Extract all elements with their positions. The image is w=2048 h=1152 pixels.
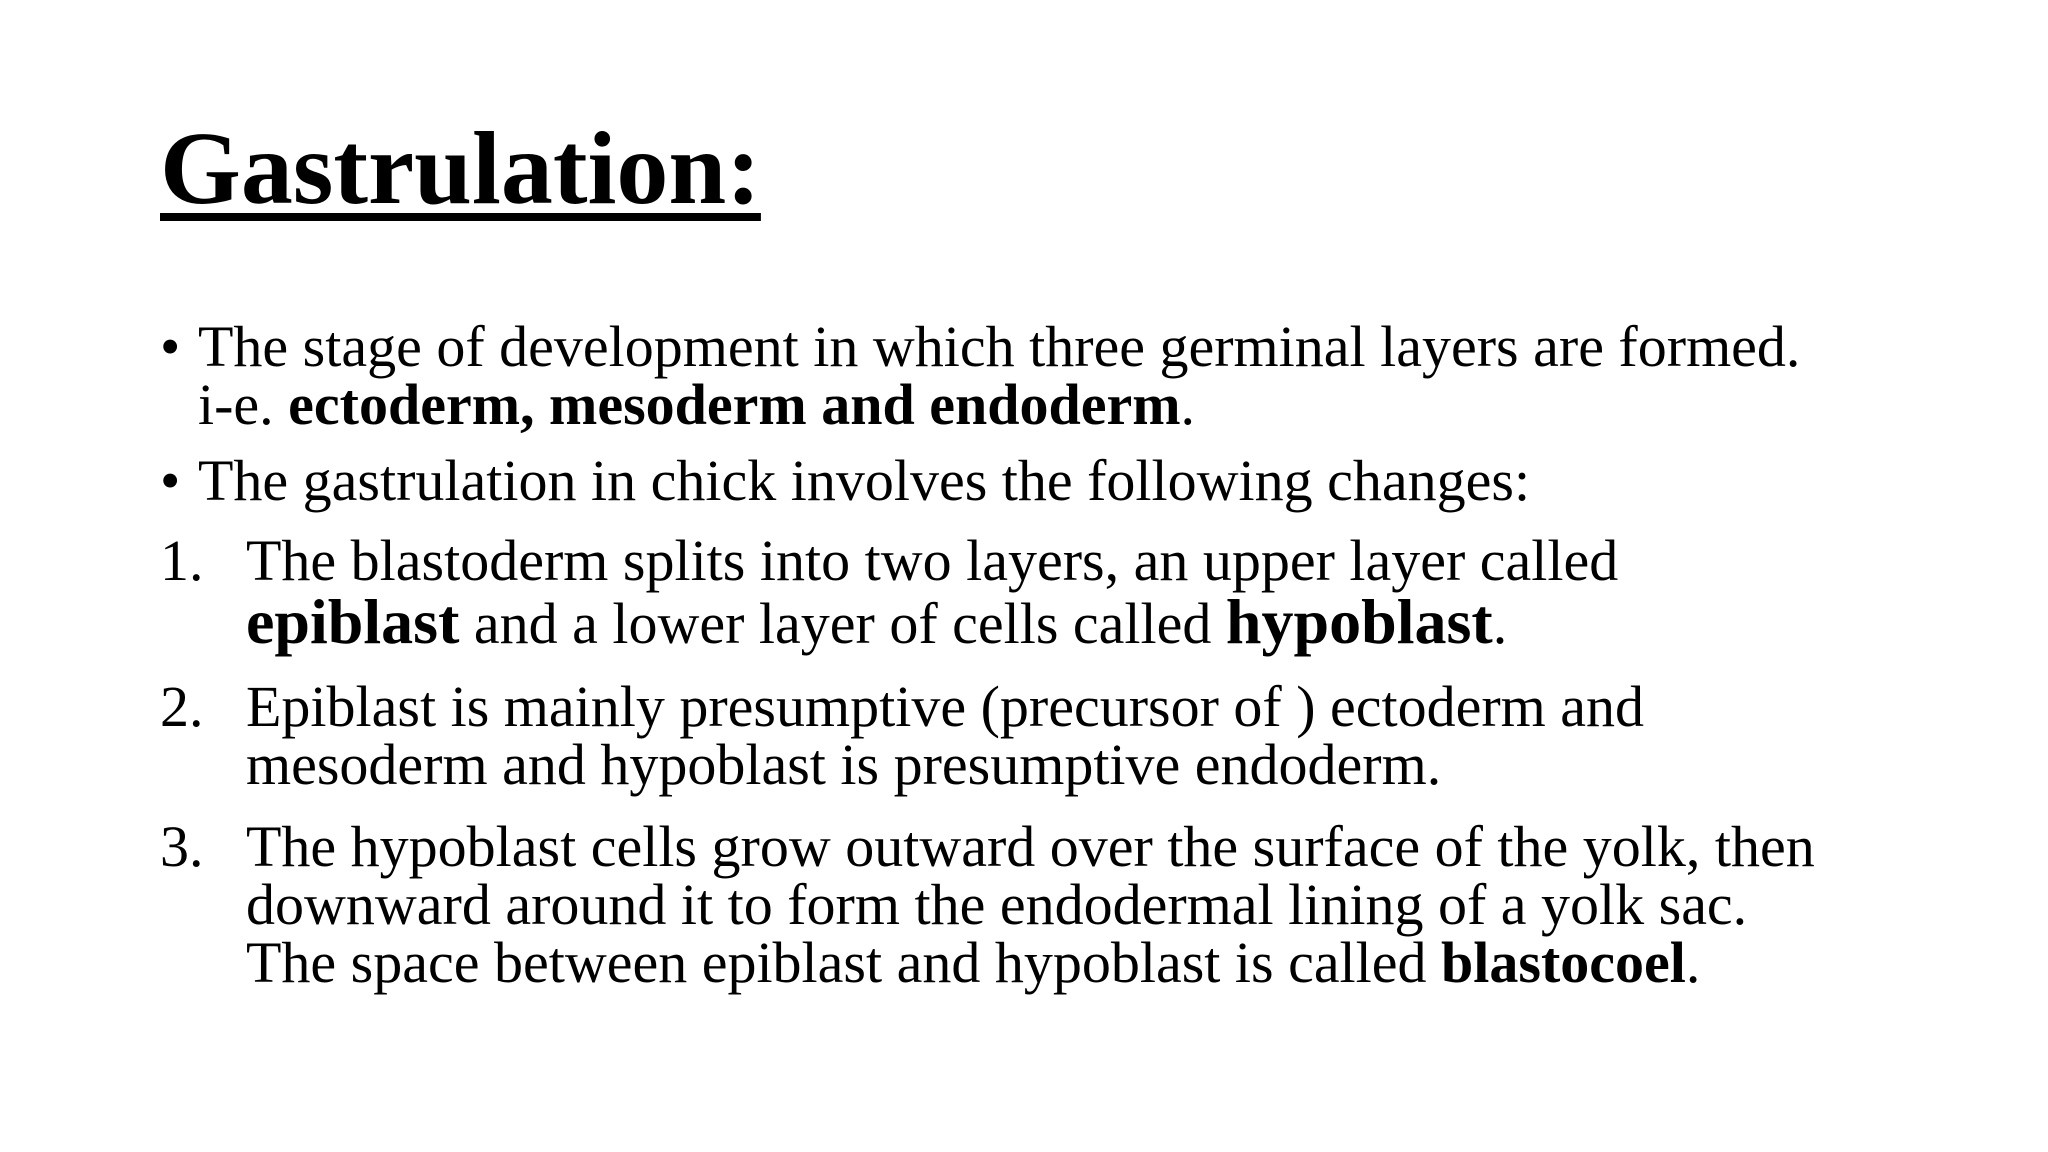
bullet-item: [160, 448, 2020, 513]
bullet-line: The gastrulation in chick involves the following changes:: [198, 448, 1531, 513]
blastocoel-term: blastocoel: [1441, 930, 1686, 995]
numbered-text: [246, 528, 1619, 657]
numbered-line: The blastoderm splits into two layers, an upper layer called: [246, 528, 1619, 593]
numbered-line: [246, 930, 1815, 995]
numbered-text-suffix: .: [1685, 930, 1701, 995]
epiblast-term: epiblast: [246, 586, 460, 657]
bullet-marker: •: [160, 314, 181, 379]
bullet-text: [198, 314, 1801, 437]
numbered-text-prefix: The space between epiblast and hypoblast is called: [246, 930, 1442, 995]
numbered-item: [160, 814, 2020, 995]
numbered-text: [246, 814, 1815, 995]
numbered-text: [246, 674, 1645, 797]
bullet-text-prefix: i-e.: [198, 372, 289, 437]
slide-title: Gastrulation:: [160, 111, 761, 226]
bullet-line: The stage of development in which three germinal layers are formed.: [198, 314, 1801, 379]
list-number: 3.: [160, 814, 204, 879]
numbered-text-middle: and a lower layer of cells called: [459, 591, 1226, 656]
numbered-item: [160, 528, 2020, 657]
numbered-line: Epiblast is mainly presumptive (precursor of ) ectoderm and: [246, 674, 1645, 739]
bullet-text-suffix: .: [1180, 372, 1196, 437]
bullet-line: [198, 372, 1800, 437]
bullet-marker: •: [160, 448, 181, 513]
bullet-text: [198, 448, 1531, 513]
germ-layers-term: ectoderm, mesoderm and endoderm: [288, 372, 1181, 437]
bullet-item: [160, 314, 2020, 437]
numbered-line: The hypoblast cells grow outward over the surface of the yolk, then: [246, 814, 1815, 879]
list-number: 1.: [160, 528, 204, 593]
hypoblast-term: hypoblast: [1225, 586, 1493, 657]
list-number: 2.: [160, 674, 204, 739]
numbered-line: mesoderm and hypoblast is presumptive endoderm.: [246, 732, 1442, 797]
numbered-line: [246, 586, 1618, 657]
numbered-item: [160, 674, 2020, 797]
numbered-text-suffix: .: [1492, 591, 1508, 656]
numbered-line: downward around it to form the endodermal lining of a yolk sac.: [246, 872, 1748, 937]
